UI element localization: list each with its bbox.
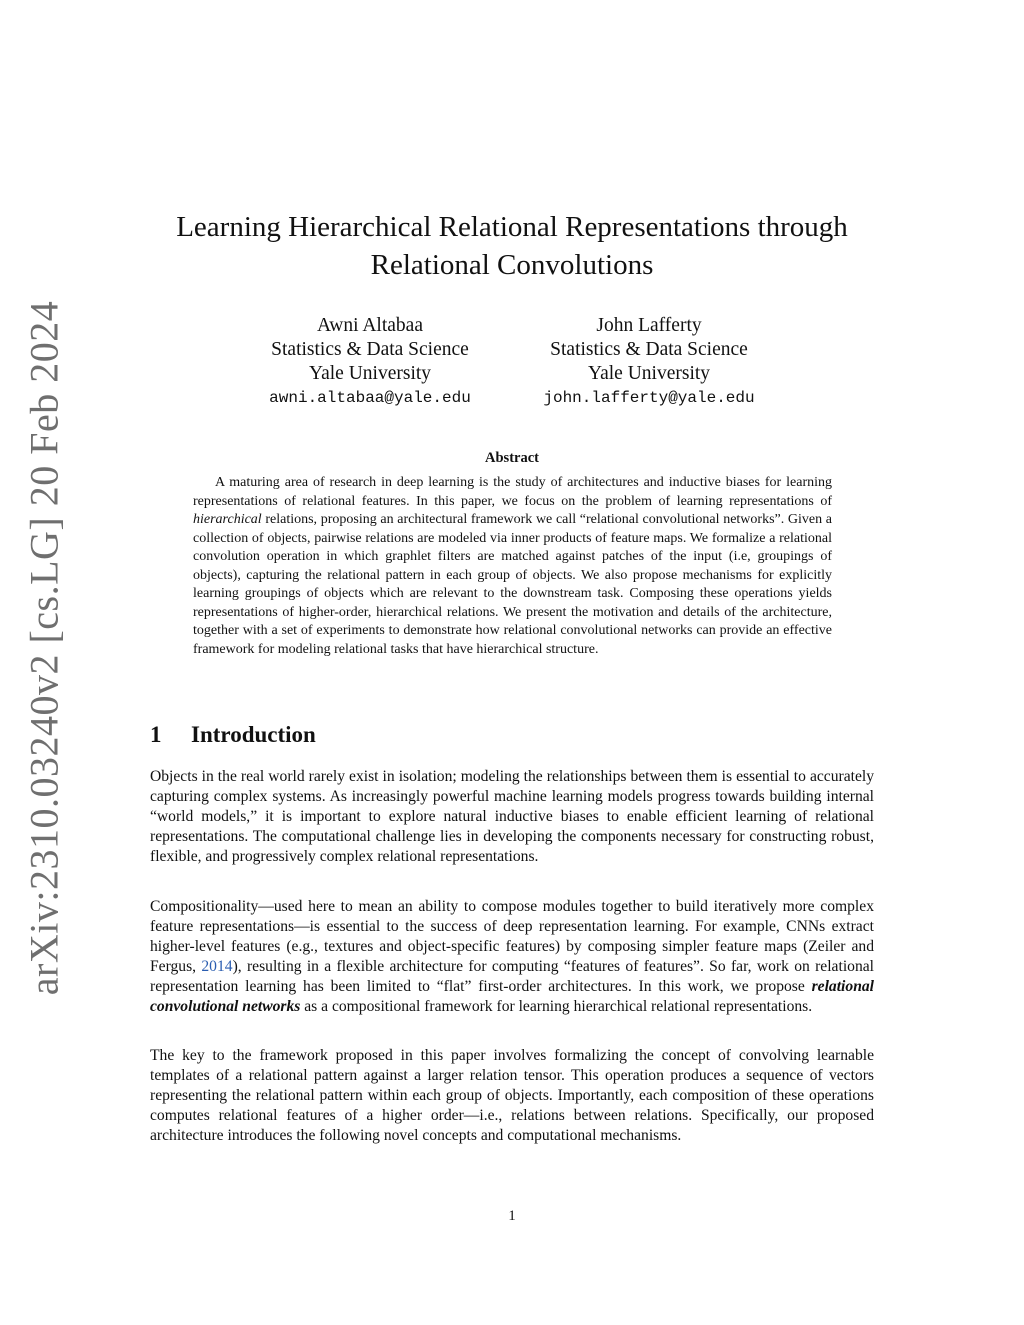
paper-title: Learning Hierarchical Relational Representations through Relational Convolutions [176,211,848,281]
abstract-text [193,474,832,659]
author-name: Awni Altabaa [317,315,423,336]
section-title: Introduction [191,722,316,747]
author-email[interactable]: john.lafferty@yale.edu [543,389,755,407]
intro-paragraph-1: Objects in the real world rarely exist in isolation; modeling the relationships between them is essential to accurately capturing complex systems. As increasingly powerful machine learning models progress towards building internal “world models,” it is important to explore natural inductive biases to enable efficient learning of relational representations. The computational challenge lies in developing the components necessary for constructing robust, flexible, and progressively complex relational representations. [150,768,874,865]
section-number: 1 [150,722,162,747]
abstract-emphasis: hierarchical [193,512,262,527]
citation-link-zeiler-2014[interactable]: 2014 [201,958,233,975]
intro-paragraph-2 [150,897,874,1017]
abstract-heading: Abstract [485,450,539,466]
section-heading-introduction [150,722,316,748]
page-number: 1 [508,1208,516,1224]
author-block-1 [240,314,500,410]
paragraph-2-text-a: Compositionality—used here to mean an ability to compose modules together to build iteratively more complex feature representations—is essential to the success of deep representation learning. For example, CNNs extract higher-level features (e.g., textures and object-specific features) by composing simpler feature maps (Zeiler and Fergus, [150,898,874,975]
author-name: John Lafferty [596,315,702,336]
arxiv-identifier-stamp: arXiv:2310.03240v2 [cs.LG] 20 Feb 2024 [21,300,67,996]
relconvnet-emphasis: relational convolutional networks [150,978,874,1015]
author-department: Statistics & Data Science [271,339,469,360]
author-affiliation: Yale University [587,363,711,384]
intro-paragraph-3: The key to the framework proposed in this paper involves formalizing the concept of convolving learnable templates of a relational pattern against a larger relation tensor. This operation produces a sequence of vectors representing the relational pattern within each group of objects. Importantly, each composition of these operations computes relational features of a higher order—i.e., relations between relations. Specifically, our proposed architecture introduces the following novel concepts and computational mechanisms. [150,1047,874,1144]
abstract-text-part-1: A maturing area of research in deep learning is the study of architectures and inductive biases for learning representations of relational features. In this paper, we focus on the problem of learning representations of [193,475,832,509]
author-department: Statistics & Data Science [550,339,748,360]
author-email[interactable]: awni.altabaa@yale.edu [269,389,471,407]
paragraph-2-text-c: as a compositional framework for learning hierarchical relational representations. [300,998,813,1015]
paragraph-2-text-b: ), resulting in a flexible architecture for computing “features of features”. So far, work on relational representation learning has been limited to “flat” first-order architectures. In this work, we propose [150,958,874,995]
author-affiliation: Yale University [308,363,432,384]
author-block-2 [519,314,779,410]
abstract-text-part-2: relations, proposing an architectural framework we call “relational convolutional networks”. Given a collection of objects, pairwise relations are modeled via inner products of feature maps. We formalize a relational convolution operation in which graphlet filters are matched against patches of the input (i.e, groupings of objects), capturing the relational pattern in each group of objects. We also propose mechanisms for explicitly learning groupings of objects which are relevant to the downstream task. Composing these operations yields representations of higher-order, hierarchical relations. We present the motivation and details of the architecture, together with a set of experiments to demonstrate how relational convolutional networks can provide an effective framework for modeling relational tasks that have hierarchical structure. [193,512,832,657]
